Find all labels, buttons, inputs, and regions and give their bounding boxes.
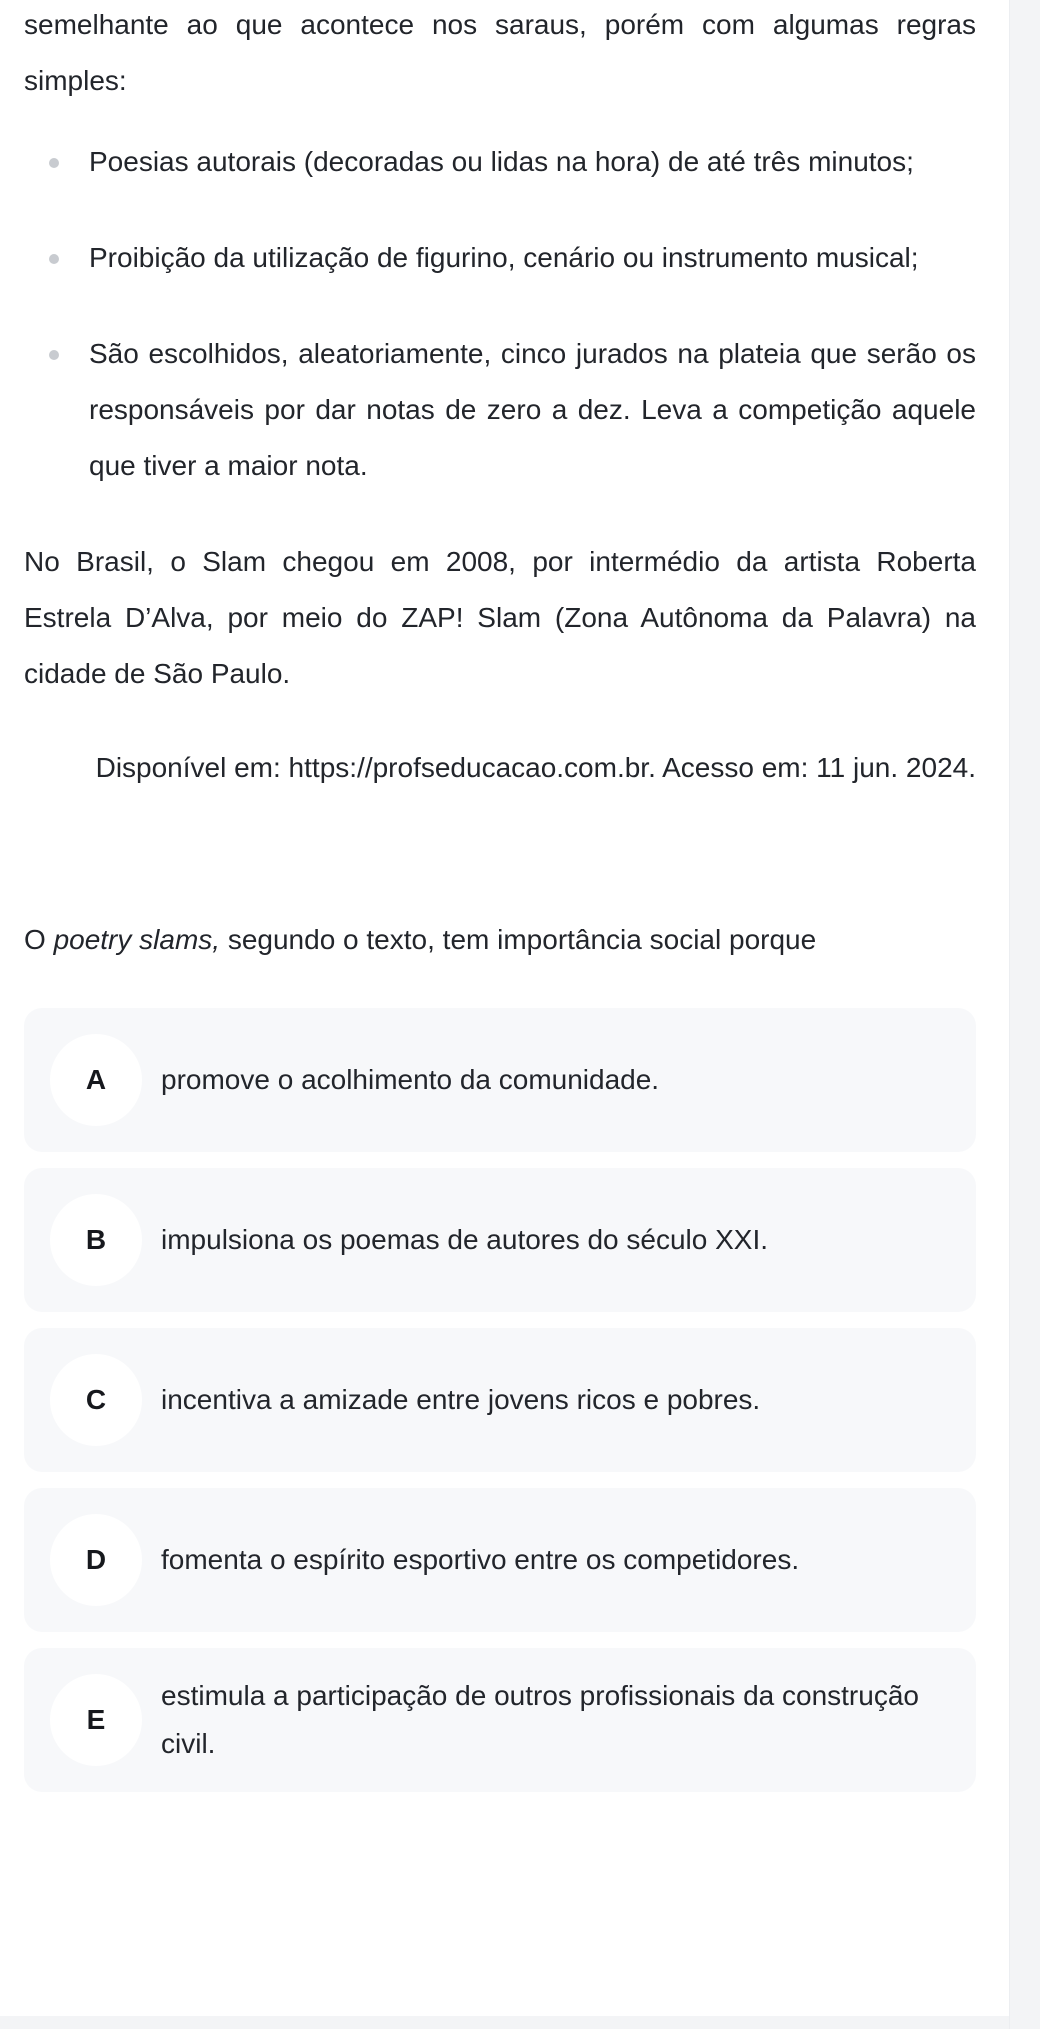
bullet-icon	[49, 350, 59, 360]
option-letter-badge: C	[50, 1354, 142, 1446]
question-suffix: segundo o texto, tem importância social porque	[220, 924, 817, 955]
rule-item	[24, 230, 976, 286]
question-italic-term: poetry slams,	[53, 924, 221, 955]
option-letter-badge: E	[50, 1674, 142, 1766]
option-d[interactable]	[24, 1488, 976, 1632]
option-a[interactable]	[24, 1008, 976, 1152]
option-text: impulsiona os poemas de autores do século XXI.	[161, 1224, 769, 1255]
option-e[interactable]	[24, 1648, 976, 1792]
rule-text: Proibição da utilização de figurino, cenário ou instrumento musical;	[89, 242, 919, 273]
rule-text: Poesias autorais (decoradas ou lidas na hora) de até três minutos;	[89, 146, 914, 177]
rules-list	[24, 134, 976, 494]
question-content	[24, 0, 976, 1808]
source-citation: Disponível em: https://profseducacao.com.br. Acesso em: 11 jun. 2024.	[95, 752, 976, 783]
page-bottom-edge	[0, 2016, 1009, 2029]
option-letter-badge: B	[50, 1194, 142, 1286]
option-text: fomenta o espírito esportivo entre os competidores.	[161, 1544, 800, 1575]
rule-item	[24, 134, 976, 190]
brazil-paragraph: No Brasil, o Slam chegou em 2008, por intermédio da artista Roberta Estrela D’Alva, por meio do ZAP! Slam (Zona Autônoma da Palavra) na cidade de São Paulo.	[24, 546, 976, 689]
option-text: estimula a participação de outros profissionais da construção civil.	[161, 1680, 919, 1759]
question-prefix: O	[24, 924, 54, 955]
page-side-gutter	[1009, 0, 1040, 2029]
option-c[interactable]	[24, 1328, 976, 1472]
option-letter-badge: A	[50, 1034, 142, 1126]
rule-item	[24, 326, 976, 494]
bullet-icon	[49, 158, 59, 168]
option-letter-badge: D	[50, 1514, 142, 1606]
intro-paragraph: semelhante ao que acontece nos saraus, porém com algumas regras simples:	[24, 9, 976, 96]
option-text: incentiva a amizade entre jovens ricos e pobres.	[161, 1384, 761, 1415]
rule-text: São escolhidos, aleatoriamente, cinco jurados na plateia que serão os responsáveis por dar notas de zero a dez. Leva a competição aquele que tiver a maior nota.	[89, 338, 976, 481]
bullet-icon	[49, 254, 59, 264]
answer-options	[24, 1008, 976, 1792]
option-b[interactable]	[24, 1168, 976, 1312]
option-text: promove o acolhimento da comunidade.	[161, 1064, 660, 1095]
question-statement	[24, 912, 976, 968]
